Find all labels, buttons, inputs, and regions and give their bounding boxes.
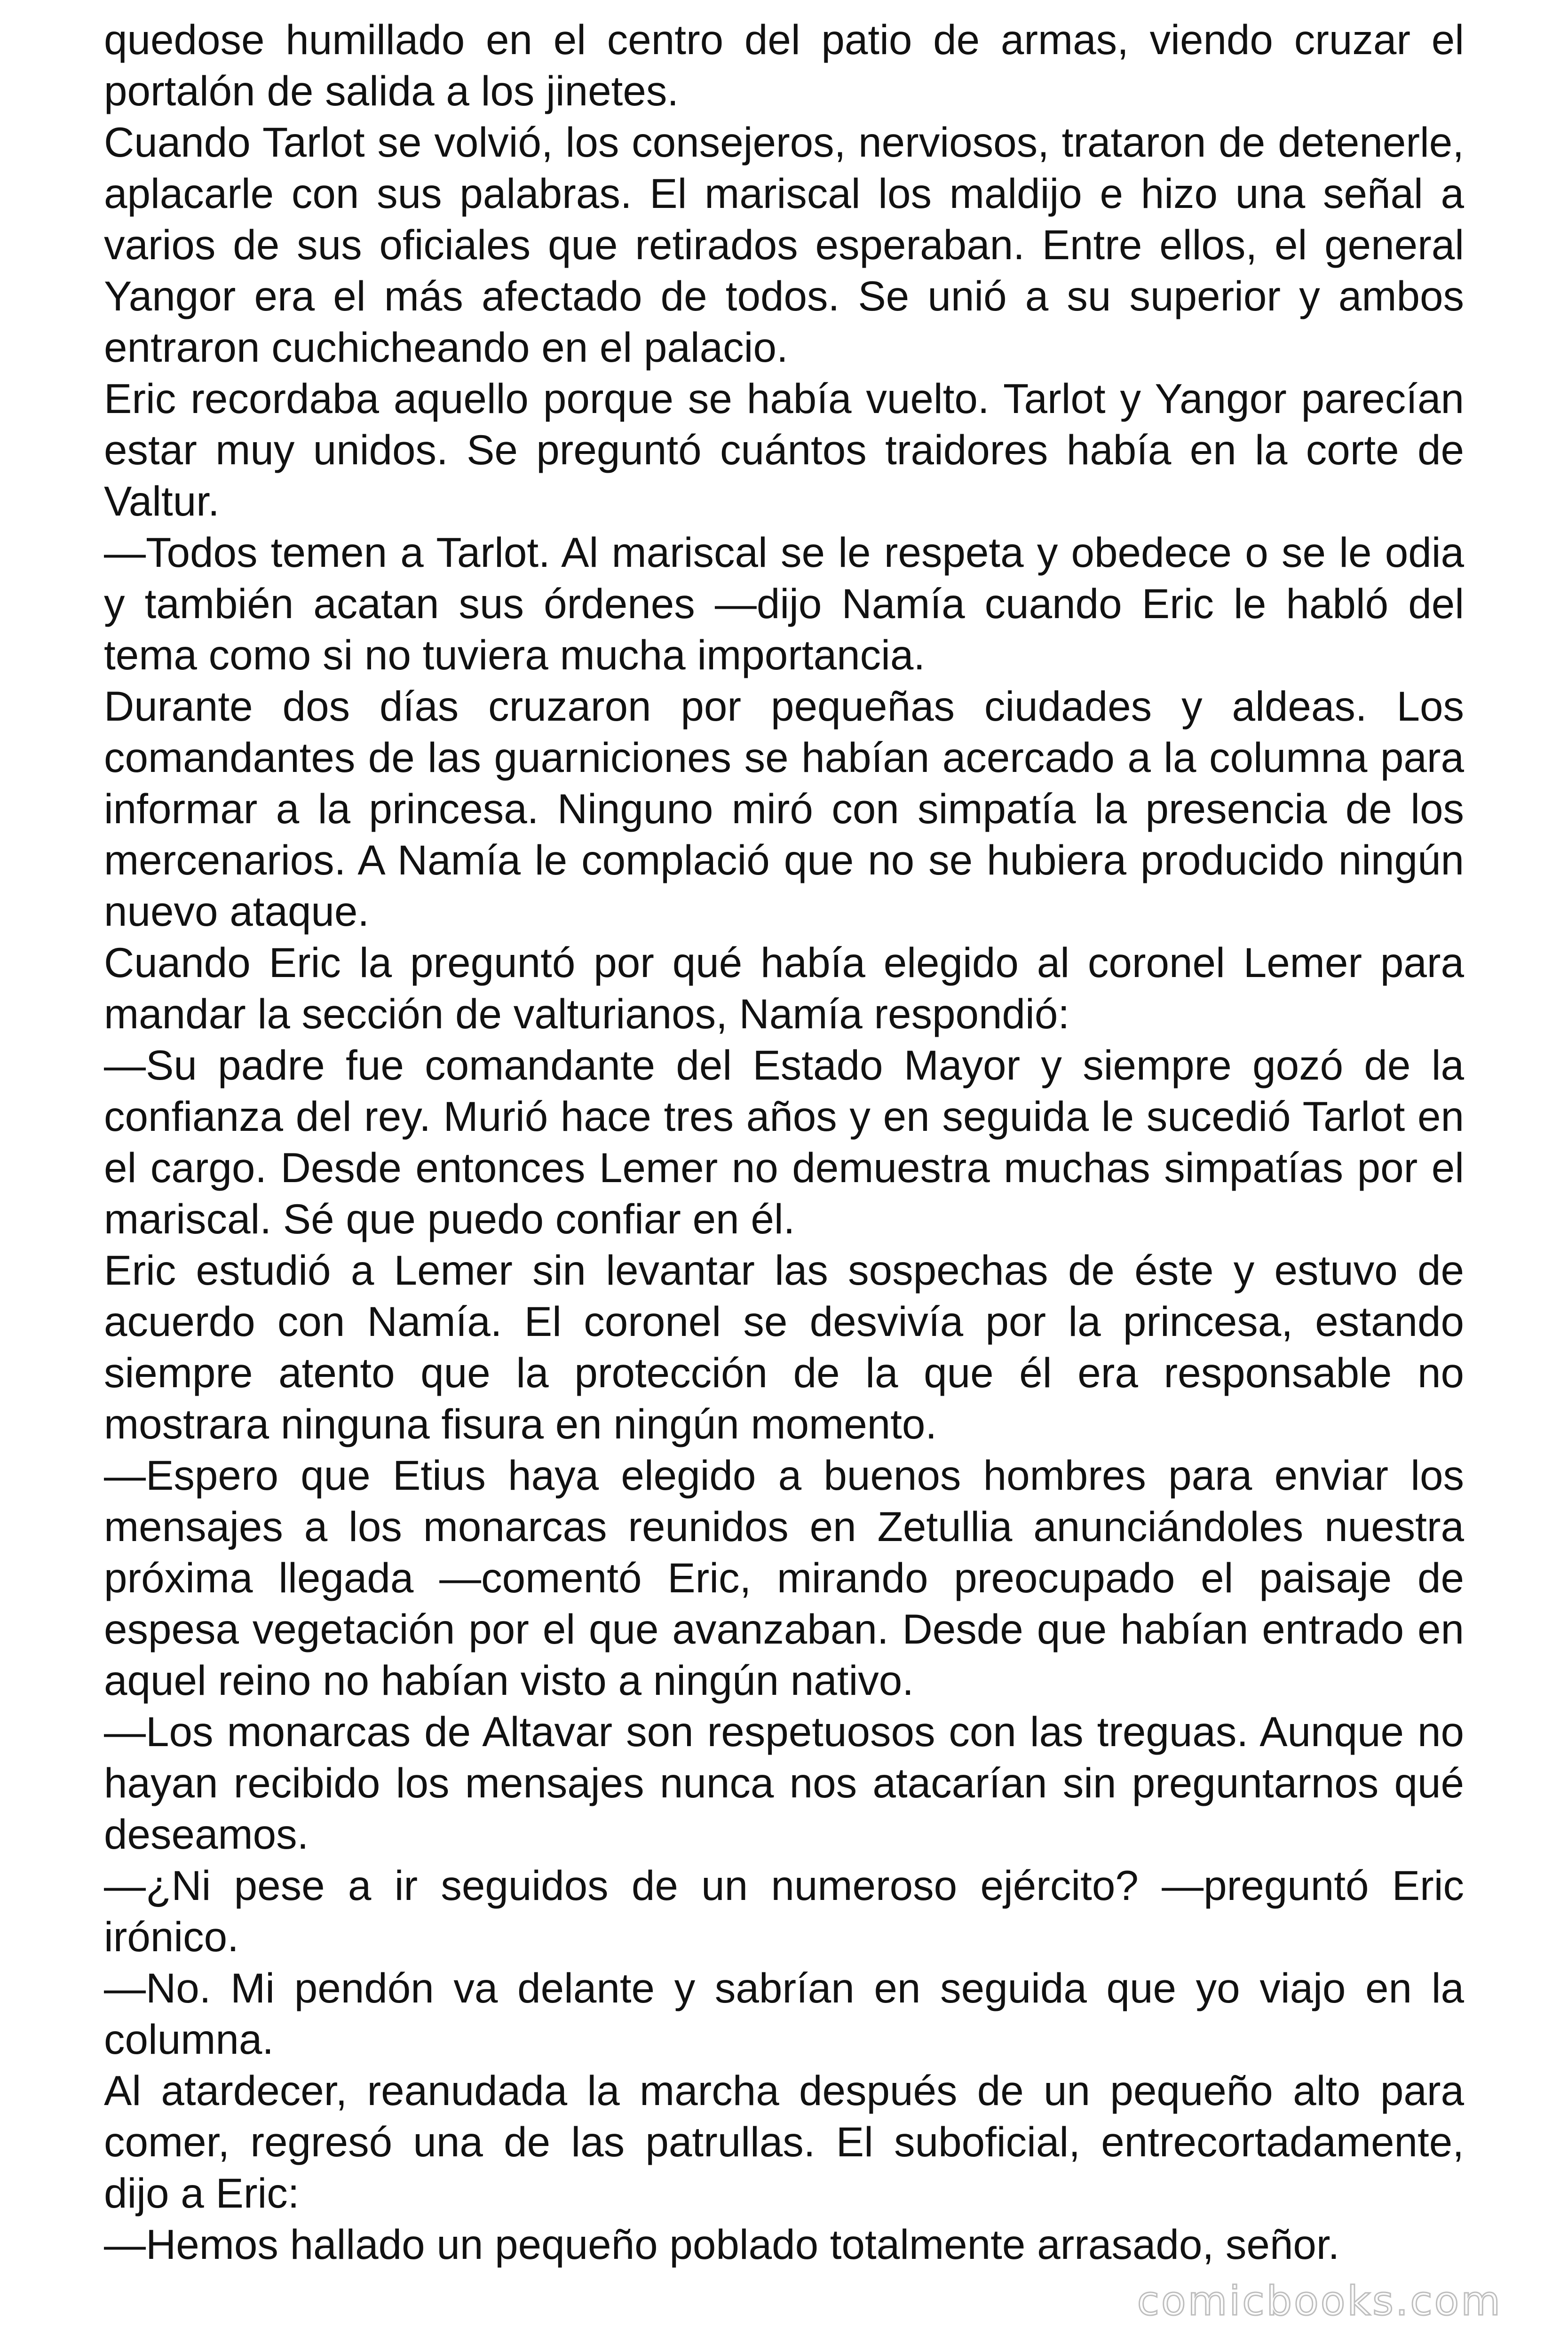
body-text: [104, 14, 1464, 2270]
paragraph: Cuando Tarlot se volvió, los consejeros, nerviosos, trataron de detenerle, aplacarle con sus palabras. El mariscal los maldijo e hizo una señal a varios de sus oficiales que retirados esperaban. Entre ellos, el general Yangor era el más afectado de todos. Se unió a su superior y ambos entraron cuchicheando en el palacio.: [104, 119, 1464, 371]
paragraph: Durante dos días cruzaron por pequeñas ciudades y aldeas. Los comandantes de las guarniciones se habían acercado a la columna para informar a la princesa. Ninguno miró con simpatía la presencia de los mercenarios. A Namía le complació que no se hubiera producido ningún nuevo ataque.: [104, 683, 1464, 935]
paragraph: —¿Ni pese a ir seguidos de un numeroso ejército? —preguntó Eric irónico.: [104, 1862, 1464, 1960]
paragraph: —Hemos hallado un pequeño poblado totalmente arrasado, señor.: [104, 2221, 1340, 2268]
paragraph: —Todos temen a Tarlot. Al mariscal se le respeta y obedece o se le odia y también acatan sus órdenes —dijo Namía cuando Eric le habló del tema como si no tuviera mucha importancia.: [104, 529, 1464, 678]
paragraph: —No. Mi pendón va delante y sabrían en seguida que yo viajo en la columna.: [104, 1964, 1464, 2063]
paragraph: Eric recordaba aquello porque se había vuelto. Tarlot y Yangor parecían estar muy unidos. Se preguntó cuántos traidores había en la corte de Valtur.: [104, 375, 1464, 524]
paragraph: quedose humillado en el centro del patio de armas, viendo cruzar el portalón de salida a los jinetes.: [104, 16, 1464, 114]
paragraph: —Su padre fue comandante del Estado Mayor y siempre gozó de la confianza del rey. Murió hace tres años y en seguida le sucedió Tarlot en el cargo. Desde entonces Lemer no demuestra muchas simpatías por el mariscal. Sé que puedo confiar en él.: [104, 1041, 1464, 1242]
paragraph: Al atardecer, reanudada la marcha después de un pequeño alto para comer, regresó una de las patrullas. El suboficial, entrecortadamente, dijo a Eric:: [104, 2067, 1464, 2217]
watermark: comicbooks.com: [1137, 2278, 1502, 2325]
paragraph: —Los monarcas de Altavar son respetuosos con las treguas. Aunque no hayan recibido los mensajes nunca nos atacarían sin preguntarnos qué deseamos.: [104, 1708, 1464, 1858]
paragraph: Eric estudió a Lemer sin levantar las sospechas de éste y estuvo de acuerdo con Namía. El coronel se desvivía por la princesa, estando siempre atento que la protección de la que él era responsable no mostrara ninguna fisura en ningún momento.: [104, 1247, 1464, 1447]
paragraph: Cuando Eric la preguntó por qué había elegido al coronel Lemer para mandar la sección de valturianos, Namía respondió:: [104, 939, 1464, 1037]
paragraph: —Espero que Etius haya elegido a buenos hombres para enviar los mensajes a los monarcas reunidos en Zetullia anunciándoles nuestra próxima llegada —comentó Eric, mirando preocupado el paisaje de espesa vegetación por el que avanzaban. Desde que habían entrado en aquel reino no habían visto a ningún nativo.: [104, 1452, 1464, 1704]
